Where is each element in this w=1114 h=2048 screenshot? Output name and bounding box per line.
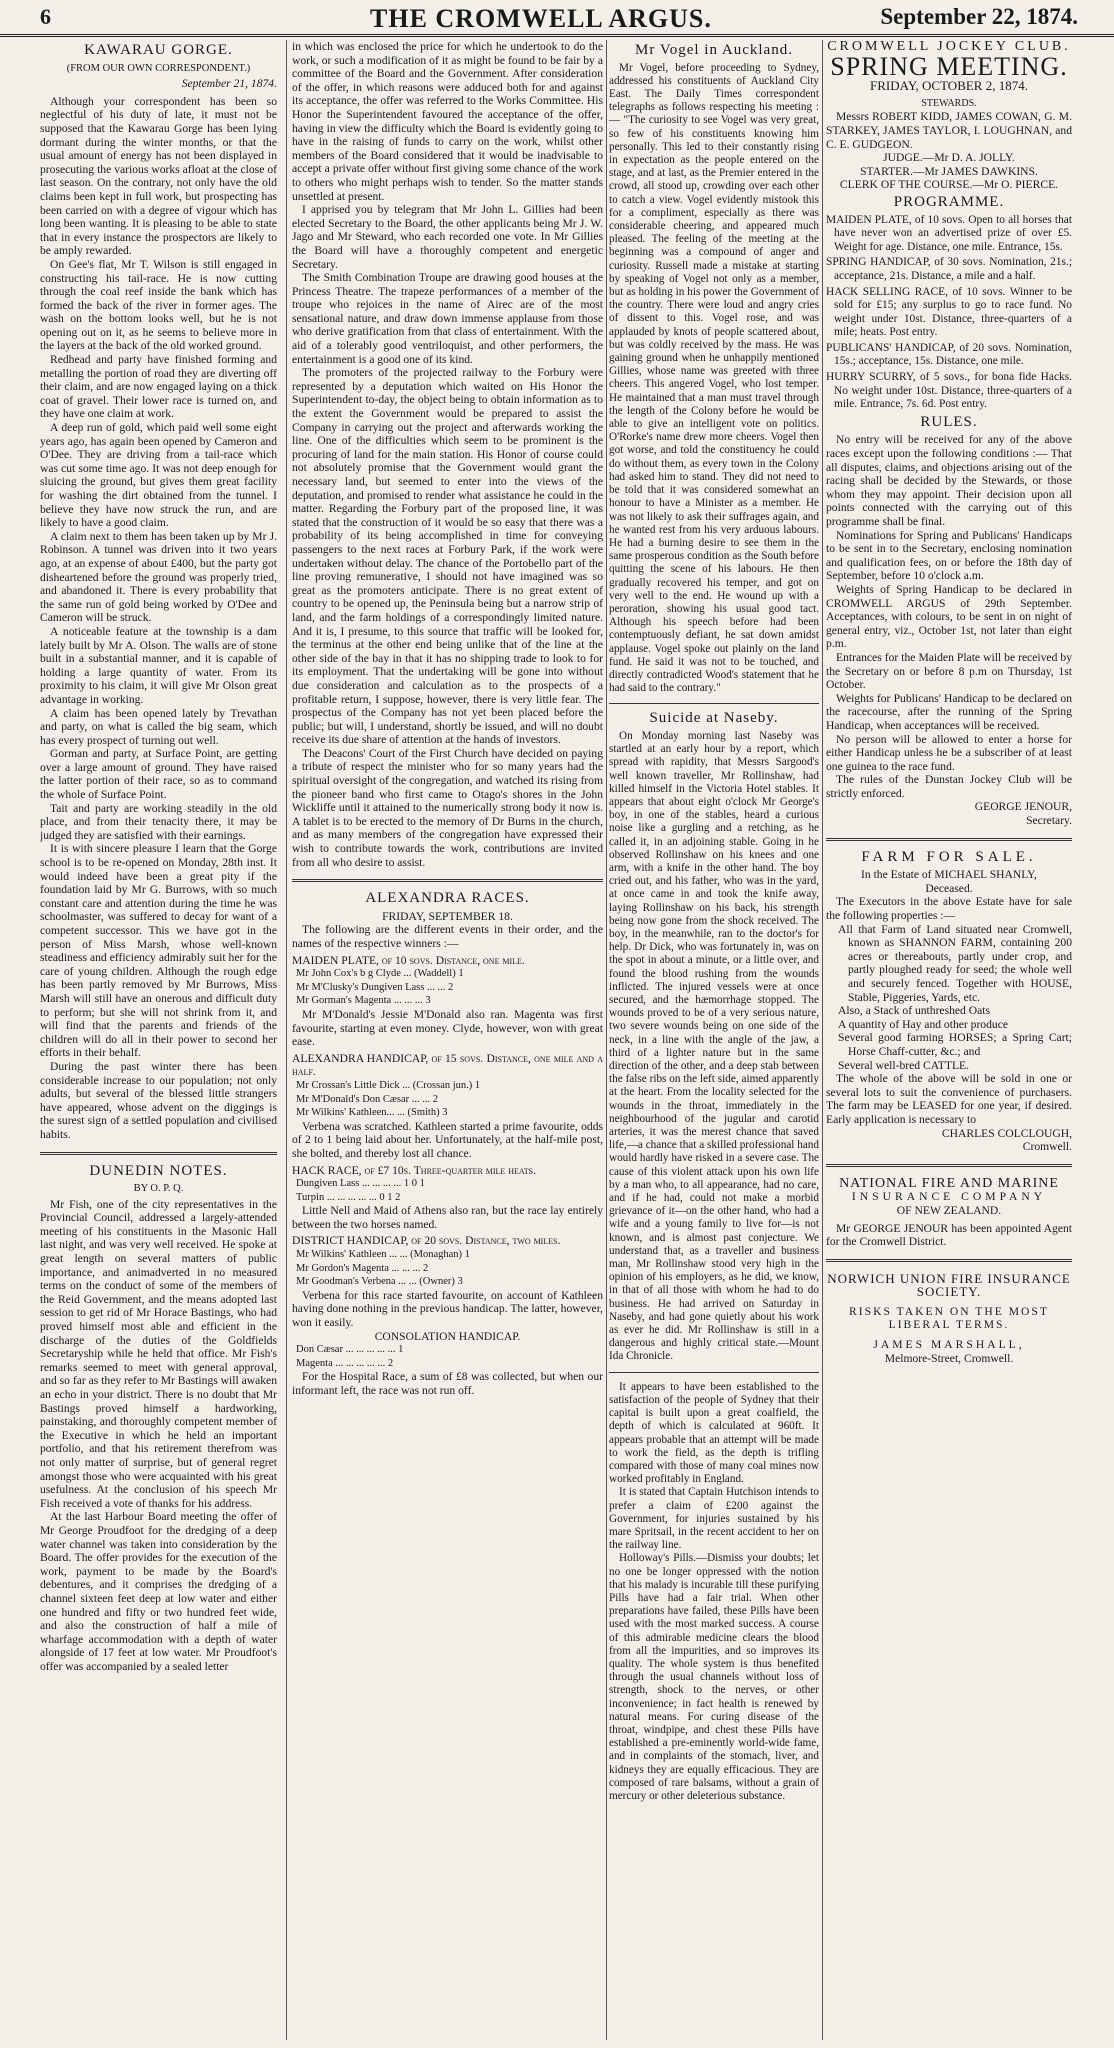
race-result: Mr John Cox's b g Clyde ... (Waddell) 1 [296, 968, 464, 980]
article-paragraph: in which was enclosed the price for which he undertook to do the work, or such a modification of it as might be found to be fair by a committee of the Board and the Government. After consideration of the offer, in which reasons were adduced both for and against its acceptance, the offer was referred to the Works Committee. His Honor the Superintendent favoured the acceptance of the offer, having in view the difficulty which the Board is evidently going to have in the raising of funds to carry on the work, whilst other members of the Board considered that it would be inadvisable to accept a private offer without first giving some chance of the work to others who might perhaps wish to tender. So the matter stands unsettled at present. [292, 40, 603, 203]
farm-item: Also, a Stack of unthreshed Oats [838, 1004, 990, 1018]
race-result: Mr Gorman's Magenta ... ... ... 3 [296, 995, 431, 1007]
article-paragraph: The promoters of the projected railway to the Forbury were represented by a deputation which waited on His Honor the Superintendent to-day, the object being to obtain information as to the extent the Government would be prepared to assist the Company in carrying out the project and afterwards working the line. One of the difficulties which seem to be prominent is the procuring of land for the main station. His Honor of course could not absolutely promise that the Government would grant the necessary land, but seemed to enter into the views of the deputation, and promised to render what assistance he could in the matter. Regarding the Forbury part of the proposed line, it was stated that the construction of it would be so easy that there was a probability of its being accomplished in time for conveying passengers to the next races at Forbury Park, if the work were undertaken without delay. The chance of the Portobello part of the line proving remunerative, I should not have imagined was so great as the promoters anticipate. There is no great extent of country to be opened up, the Peninsula being but a narrow strip of land, and the farm holdings of a correspondingly limited nature. And it is, I presume, to this source that traffic will be looked for, the terminus at the other end being unlike that of the line at the other side of the bay in that it has no shipping trade to look to for its employment. That the undertaking will be gone into without due consideration and calculation as to the prospects of a profitable return, I suppose, however, there is very little fear. The prospectus of the Company has not yet been placed before the public; but will, I understand, shortly be issued, and will no doubt receive its due share of attention at the hands of investors. [292, 366, 603, 747]
judge-line: JUDGE.—Mr D. A. JOLLY. [883, 151, 1015, 165]
article-paragraph: It appears to have been established to the satisfaction of the people of Sydney that their capital is built upon a great coalfield, the depth of which is calculated at 960ft. It appears probable that an attempt will be made to work the field, as the depth is trifling compared with those of many coal mines now worked profitably in England. [609, 1380, 819, 1486]
article-paragraph: Gorman and party, at Surface Point, are getting over a large amount of ground. They have raised the latter portion of their race, so as to command the whole of Surface Point. [40, 747, 277, 802]
norwich-signature: JAMES MARSHALL, [873, 1338, 1025, 1352]
race-result: Magenta ... ... ... ... ... 2 [296, 1357, 394, 1369]
race-title: ALEXANDRA HANDICAP, of 15 sovs. Distance, one mile and a half. [292, 1051, 603, 1079]
stewards-list: Messrs ROBERT KIDD, JAMES COWAN, G. M. STARKEY, JAMES TAYLOR, I. LOUGHNAN, and C. E. GUDGEON. [826, 110, 1072, 151]
article-paragraph: The Smith Combination Troupe are drawing good houses at the Princess Theatre. The trapeze performances of a member of the troupe who rejoices in the name of Airec are of the most sensational nature, and draw down immense applause from those who derive gratification from that class of entertainment. With the aid of a tolerably good ventriloquist, and other performers, the entertainment is a good one of its kind. [292, 271, 603, 366]
newspaper-title: THE CROMWELL ARGUS. [370, 4, 712, 33]
rule-paragraph: No entry will be received for any of the above races except upon the following conditions :— That all disputes, claims, and objections arising out of the racing shall be decided by the Stewards, or those whom they may appoint. Their decision upon all points connected with the carrying out of this programme shall be final. [826, 433, 1072, 528]
rules-signature-title: Secretary. [1026, 814, 1072, 828]
column-4 [826, 40, 1072, 2040]
article-paragraph: It is stated that Captain Hutchison intends to prefer a claim of £200 against the Government, for injuries sustained by his mare Spritsail, in the recent accident to her on the railway line. [609, 1486, 819, 1552]
article-paragraph: A noticeable feature at the township is a dam lately built by Mr A. Olson. The walls are of stone built in a substantial manner, and it is capable of holding a large quantity of water. From its proximity to his claim, it will give Mr Olson great advantage in working. [40, 624, 277, 706]
race-result: Mr Gordon's Magenta ... ... ... 2 [296, 1262, 429, 1274]
race-result: Mr M'Donald's Don Cæsar ... ... 2 [296, 1093, 439, 1105]
farm-intro: The Executors in the above Estate have for sale the following properties :— [826, 895, 1072, 923]
stewards-heading: STEWARDS. [921, 97, 977, 109]
race-result: Mr Wilkins' Kathleen ... ... (Monaghan) 1 [296, 1249, 470, 1261]
race-title: HACK RACE, of £7 10s. Three-quarter mile heats. [292, 1163, 536, 1177]
vogel-heading: Mr Vogel in Auckland. [635, 42, 793, 58]
race-result: Mr Crossan's Little Dick ... (Crossan jun.) 1 [296, 1079, 481, 1091]
article-paragraph: On Gee's flat, Mr T. Wilson is still engaged in constructing his tail-race. He is now cutting through the coal reef inside the bank which has formed the back of the river in former ages. The wash on the bottom looks well, but he is not opening out on it, as he seems to believe more in the layers at the back of the old worked ground. [40, 257, 277, 353]
race-title: CONSOLATION HANDICAP. [374, 1329, 521, 1343]
programme-item: HACK SELLING RACE, of 10 sovs. Winner to be sold for £15; any surplus to go to race fund. No weight under 10st. Distance, three-quarters of a mile; heats. Post entry. [826, 285, 1072, 339]
norwich-heading: NORWICH UNION FIRE INSURANCE SOCIETY. [827, 1270, 1071, 1300]
race-note: Mr M'Donald's Jessie M'Donald also ran. Magenta was first favourite, starting at even money. Clyde, however, won with great ease. [292, 1007, 603, 1049]
programme-item: MAIDEN PLATE, of 10 sovs. Open to all horses that have never won an advertised prize of over £5. Weight for age. Distance, one mile. Entrance, 15s. [826, 213, 1072, 253]
jockey-club-title: CROMWELL JOCKEY CLUB. [827, 40, 1071, 54]
farm-estate: In the Estate of MICHAEL SHANLY, [861, 868, 1037, 882]
article-paragraph: Redhead and party have finished forming and metalling the portion of road they are diverting off their claim, and are now engaged laying on a thick coat of gravel. Their lower race is turned on, and they have one claim at work. [40, 353, 277, 421]
naseby-heading: Suicide at Naseby. [649, 710, 779, 727]
article-paragraph: The Deacons' Court of the First Church have decided on paying a tribute of respect the minister who for so many years had the spiritual oversight of the congregation, and watched its rising from the pioneer band who first came to Otago's shores in the John Wickliffe until it attained to the numerically strong body it now is. A tablet is to be erected to the memory of Dr Burns in the church, and as many members of the congregation have expressed their wish to contribute towards the work, contributions are invited from all who desire to assist. [292, 746, 603, 869]
article-paragraph: At the last Harbour Board meeting the offer of Mr George Proudfoot for the dredging of a deep water channel was taken into consideration by the Board. The offer provides for the execution of the work, payment to be made by the Board's debentures, and it comprises the dredging of a channel sixteen feet deep at low water and either one hundred and fifty or two hundred feet wide, and also the construction of half a mile of wharfage accommodation with a depth of water alongside of 17 feet at low water. Mr Proudfoot's offer was accompanied by a sealed letter [40, 1510, 277, 1673]
programme-item: HURRY SCURRY, of 5 sovs., for bona fide Hacks. No weight under 10st. Distance, three-quarters of a mile. Entrance, 7s. 6d. Post entry. [826, 371, 1072, 411]
race-result: Don Cæsar ... ... ... ... ... 1 [296, 1344, 404, 1356]
article-paragraph: Mr Vogel, before proceeding to Sydney, addressed his constituents of Auckland City East. The Daily Times correspondent telegraphs as follows respecting his meeting :— "The curiosity to see Vogel was very great, so few of his constituents knowing him personally. This led to their constantly rising in expectation as the people entered on the stage, and at last, as the Premier entered in the crowd, all stood up, crowding over each other to catch a view. Vogel evidently mistook this for a compliment, especially as there was considerable cheering, and appeared much pleased. The feeling of the meeting at the beginning was a compound of anger and curiosity. Russell made a mistake at starting by speaking of Vogel not only as a member, but as holding in his power the Government of the country. There were loud and angry cries of dissent to this. Vogel rose, and was applauded by knots of people scattered about, but was coldly received by the mass. He was gaining ground when he unhappily mentioned Gillies, whose name was greeted with three cheers. This angered Vogel, who lost temper. He maintained that a man must travel through the length of the Colony before he would be able to give an intelligent vote on politics. O'Rorke's name drew more cheers. Vogel then got worse, and told the constituency he could do without them, as every town in the Colony had asked him to stand. They did not need to be told that it was considered somewhat an honour to have a Minister as a member. He was not likely to ask their suffrages again, and he wanted rest from his very arduous labours. He had a burning desire to see them in the same prosperous condition as the South before quitting the scene of his labours. He then gradually recovered his temper, and got on very well to the end. He wound up with a peroration, showing his usual good tact. Although his speech before had been contemptuously defiant, he sat down amidst applause. Vogel spoke out plainly on the land fund. He said it was not to be touched, and directly contradicted Wood's statement that he had said to the contrary." [609, 61, 819, 695]
article-paragraph: A claim has been opened lately by Trevathan and party, on what is called the big seam, which has every prospect of turning out well. [40, 706, 277, 747]
issue-date: September 22, 1874. [880, 4, 1078, 29]
section-divider [826, 1164, 1072, 1167]
races-intro: The following are the different events in their order, and the names of the respective winners :— [292, 923, 603, 950]
article-paragraph: It is with sincere pleasure I learn that the Gorge school is to be re-opened on Monday, 28th inst. It would indeed have been a great pity if the foundation laid by Mr G. Burrows, with so much constant care and attention during the time he was schoolmaster, was suffered to decay for want of a competent successor. This we have got in the person of Miss Marsh, whose well-known steadiness and efficiency admirably suit her for the care of young children. Although the rough edge has been partly removed by Mr Burrows, Miss Marsh will still have an onerous and difficult duty to perform; but she will not shrink from it, and will find that the parents and friends of the children will do all in their power to second her efforts in their behalf. [40, 842, 277, 1060]
race-note: Little Nell and Maid of Athens also ran, but the race lay entirely between the two horses named. [292, 1204, 603, 1231]
race-note: Verbena was scratched. Kathleen started a prime favourite, odds of 2 to 1 being laid about her. Unfortunately, at the half-mile post, she bolted, and thereby lost all chance. [292, 1119, 603, 1160]
rule-paragraph: Entrances for the Maiden Plate will be received by the Secretary on or before 8 p.m on Thursday, 1st October. [826, 650, 1072, 692]
programme-item: SPRING HANDICAP, of 30 sovs. Nomination, 21s.; acceptance, 21s. Distance, a mile and a half. [826, 256, 1072, 282]
farm-signature: CHARLES COLCLOUGH, [941, 1126, 1072, 1140]
section-divider [292, 879, 603, 882]
article-paragraph: A deep run of gold, which paid well some eight years ago, has again been opened by Cameron and O'Dee. They are driving from a tail-race which was cut some time ago. It was not deep enough for sluicing the ground, but gives them great facility for washing the dirt obtained from the tunnel. I believe they have now struck the run, and are likely to have a good claim. [40, 421, 277, 530]
column-rule [606, 40, 607, 2040]
correspondent-line: (FROM OUR OWN CORRESPONDENT.) [66, 62, 251, 74]
farm-deceased: Deceased. [925, 881, 973, 895]
starter-line: STARTER.—Mr JAMES DAWKINS. [860, 164, 1038, 178]
race-result: Dungiven Lass ... ... ... ... 1 0 1 [296, 1178, 425, 1190]
race-result: Turpin ... ... ... ... ... 0 1 2 [296, 1191, 401, 1203]
farm-sale-heading: FARM FOR SALE. [861, 848, 1037, 865]
column-2 [292, 40, 603, 2040]
rule-paragraph: Weights of Spring Handicap to be declared in CROMWELL ARGUS of 29th September. Acceptances, with colours, to be sent in on night of general entry, viz., October 1st, not later than eight p.m. [826, 582, 1072, 651]
rule-paragraph: No person will be allowed to enter a horse for either Handicap unless he be a subscriber of at least one guinea to the race fund. [826, 732, 1072, 773]
byline: BY O. P. Q. [133, 1183, 184, 1195]
article-paragraph: On Monday morning last Naseby was startled at an early hour by a report, which spread with rapidity, that Messrs Sargood's well known traveller, Mr Rollinshaw, had killed himself in the Victoria Hotel stables. It appears that about eight o'clock Mr George's boy, in one of the stables, heard a curious noise like a gurgling and a retching, as he called it, in an adjoining stable. Going in he observed Rollinshaw on his knees and one arm, with a knife in the other hand. The boy cried out, and his father, who was in the yard, at once came in and took the knife away, laying Rollinshaw on his back, his strength being now gone from the shock received. The boy, in the meanwhile, ran to the doctor's for help. Dr Dick, who was fortunately in, was on the spot in about a minute, or a little over, and found the blood rushing from the wounds inflicted. The injured vessels were at once secured, and the hæmorrhage stopped. The wounds proved to be of a very serious nature, two severe wounds being on one side of the neck, in a line with the angle of the jaw, a third of a lighter nature but in the same direction of the other, and a deep stab between the false ribs on the left side, aimed apparently at the heart. From the locality selected for the wounds in the throat, immediately in the neighbourhood of the jugular and carotid arteries, it was the merest chance that saved life,—a chance that a skilled professional hand would hardly have risked in a severe case. The cause of this violent attack upon his own life by a man who, to all appearance, had no care, and if he had, could not make a morbid grievance of it—on the other hand, who had a wife and a young family to live for—is not known, and is almost past conjecture. We understand that, as a traveller and business man, Mr Rollinshaw stood very high in the opinion of his employers, as he did, we know, in that of all those with whom he had to do business. He had arrived on Saturday in Naseby, and had gone quietly about his work as ever he did. Mr Rollinshaw is still in a dangerous and highly critical state.—Mount Ida Chronicle. [609, 729, 819, 1363]
farm-item: Several good farming HORSES; a Spring Cart; Horse Chaff-cutter, &c.; and [838, 1031, 1072, 1058]
norwich-address: Melmore-Street, Cromwell. [884, 1351, 1014, 1365]
dateline: September 21, 1874. [181, 77, 277, 91]
rule-paragraph: Nominations for Spring and Publicans' Handicaps to be sent in to the Secretary, enclosing nomination and qualification fees, on or before the 18th day of September, before 10 o'clock a.m. [826, 528, 1072, 583]
article-paragraph: During the past winter there has been considerable increase to our population; not only adults, but several of the blessed little strangers have appeared, whose advent on the diggings is the surest sign of a settled population and civilised habits. [40, 1059, 277, 1141]
race-note: For the Hospital Race, a sum of £8 was collected, but when our informant left, the race was not run off. [292, 1370, 603, 1397]
race-result: Mr Wilkins' Kathleen... ... (Smith) 3 [296, 1107, 448, 1119]
rules-signature: GEORGE JENOUR, [974, 800, 1072, 814]
page-number: 6 [40, 4, 51, 29]
masthead [0, 0, 1114, 37]
section-divider [40, 1152, 277, 1155]
race-result: Mr M'Clusky's Dungiven Lass ... ... 2 [296, 981, 454, 993]
rule-paragraph: Weights for Publicans' Handicap to be declared on the racecourse, after the running of the Spring Handicap, when acceptances will be received. [826, 691, 1072, 732]
article-paragraph: Mr Fish, one of the city representatives in the Provincial Council, addressed a largely-attended meeting of his constituents in the Masonic Hall last night, and was very well received. He spoke at great length on several matters of public importance, and animadverted in no measured terms on the conduct of some of the members of the Reid Government, and the means adopted last session to get rid of Mr Horace Bastings, who had proved himself most able and efficient in the discharge of the duties of the Goldfields Secretaryship while he held that office. Mr Fish's remarks seemed to meet with general approval, and so far as they refer to Mr Bastings will awaken an echo in your district. There is no doubt that Mr Bastings proved himself a hardworking, painstaking, and thoroughly competent member of the Executive in which he held an important portfolio, and that his retirement therefrom was not only matter of surprise, but of general regret amongst those who were acquainted with his great usefulness. At the conclusion of his speech Mr Fish received a vote of thanks for his address. [40, 1197, 277, 1510]
national-insurance-heading-2: INSURANCE COMPANY [851, 1190, 1047, 1204]
spring-meeting-title: SPRING MEETING. [830, 51, 1068, 81]
alexandra-races-heading: ALEXANDRA RACES. [365, 890, 530, 907]
meeting-date: FRIDAY, OCTOBER 2, 1874. [870, 78, 1028, 94]
kawarau-heading: KAWARAU GORGE. [84, 42, 233, 58]
race-title: MAIDEN PLATE, of 10 sovs. Distance, one mile. [292, 953, 525, 967]
column-1 [40, 40, 277, 2040]
section-divider [609, 703, 819, 704]
norwich-text: RISKS TAKEN ON THE MOST LIBERAL TERMS. [849, 1304, 1049, 1332]
rule-paragraph: The rules of the Dunstan Jockey Club will be strictly enforced. [826, 773, 1072, 800]
article-paragraph: Holloway's Pills.—Dismiss your doubts; let no one be longer oppressed with the notion that his malady is incurable till these purifying Pills have had a fair trial. When other preparations have failed, these Pills have been used with the most marked success. A course of this admirable medicine clears the blood from all the impurities, and so improves its quality. The whole system is thus benefited through the usual channels without loss of strength, shock to the nerves, or other inconvenience; in fact health is renewed by natural means. For curing disease of the throat, windpipe, and chest these Pills have established a pre-eminently world-wide fame, and in complaints of the stomach, liver, and kidneys they are equally efficacious. They are composed of rare balsams, without a grain of mercury or other deleterious substance. [609, 1552, 819, 1802]
clerk-line: CLERK OF THE COURSE.—Mr O. PIERCE. [839, 178, 1059, 192]
section-divider [826, 1259, 1072, 1262]
races-date: FRIDAY, SEPTEMBER 18. [382, 909, 513, 923]
farm-text: The whole of the above will be sold in one or several lots to suit the convenience of purchasers. The farm may be LEASED for one year, if desired. Early application is necessary to [826, 1072, 1072, 1126]
column-rule [822, 40, 823, 2040]
article-paragraph: I apprised you by telegram that Mr John L. Gillies had been elected Secretary to the Board, the other applicants being Mr J. W. Jago and Mr Steward, who each recorded one vote. In Mr Gillies the Board will have a thoroughly competent and energetic Secretary. [292, 203, 603, 271]
national-insurance-heading-3: OF NEW ZEALAND. [896, 1203, 1002, 1217]
dunedin-heading: DUNEDIN NOTES. [89, 1162, 228, 1179]
race-result: Mr Goodman's Verbena ... ... (Owner) 3 [296, 1276, 463, 1288]
column-3 [609, 40, 819, 2040]
farm-signature-place: Cromwell. [1022, 1140, 1072, 1154]
farm-item: Several well-bred CATTLE. [838, 1058, 970, 1072]
programme-heading: PROGRAMME. [893, 193, 1005, 210]
programme-item: PUBLICANS' HANDICAP, of 20 sovs. Nomination, 15s.; acceptance, 15s. Distance, one mile. [826, 341, 1072, 368]
farm-item: All that Farm of Land situated near Cromwell, known as SHANNON FARM, containing 200 acres or thereabouts, partly under crop, and partly ploughed ready for seed; the whole well and securely fenced. Together with HOUSE, Stable, Piggeries, Yards, etc. [838, 922, 1072, 1004]
section-divider [609, 1372, 819, 1373]
column-rule [286, 40, 287, 2040]
national-insurance-heading: NATIONAL FIRE AND MARINE [839, 1175, 1059, 1191]
article-paragraph: Tait and party are working steadily in the old place, and from their tenacity there, it may be judged they are satisfied with their earnings. [40, 801, 277, 842]
rules-heading: RULES. [920, 413, 978, 430]
race-note: Verbena for this race started favourite, on account of Kathleen having done nothing in the previous handicap. The latter, however, won it easily. [292, 1288, 603, 1330]
section-divider [826, 838, 1072, 841]
article-paragraph: A claim next to them has been taken up by Mr J. Robinson. A tunnel was driven into it two years ago, at an expense of about £400, but the party got disheartened before the ground was properly tried, and abandoned it. There is every probability that the same run of gold being worked by O'Dee and Cameron will be struck. [40, 529, 277, 625]
farm-item: A quantity of Hay and other produce [838, 1017, 1008, 1031]
national-insurance-text: Mr GEORGE JENOUR has been appointed Agent for the Cromwell District. [826, 1221, 1072, 1249]
article-paragraph: Although your correspondent has been so neglectful of his duty of late, it must not be supposed that the Kawarau Gorge has been lying dormant during the winter months, or that the usual amount of energy has not been displayed in prosecuting the various works afloat at the close of last season. On the contrary, not only have the old claims been kept in full work, but prospecting has been carried on with a degree of vigour which has long been wanting. It is pleasing to be able to state that in every instance the prospectors are likely to be amply rewarded. [40, 94, 277, 258]
race-title: DISTRICT HANDICAP, of 20 sovs. Distance, two miles. [292, 1234, 561, 1248]
